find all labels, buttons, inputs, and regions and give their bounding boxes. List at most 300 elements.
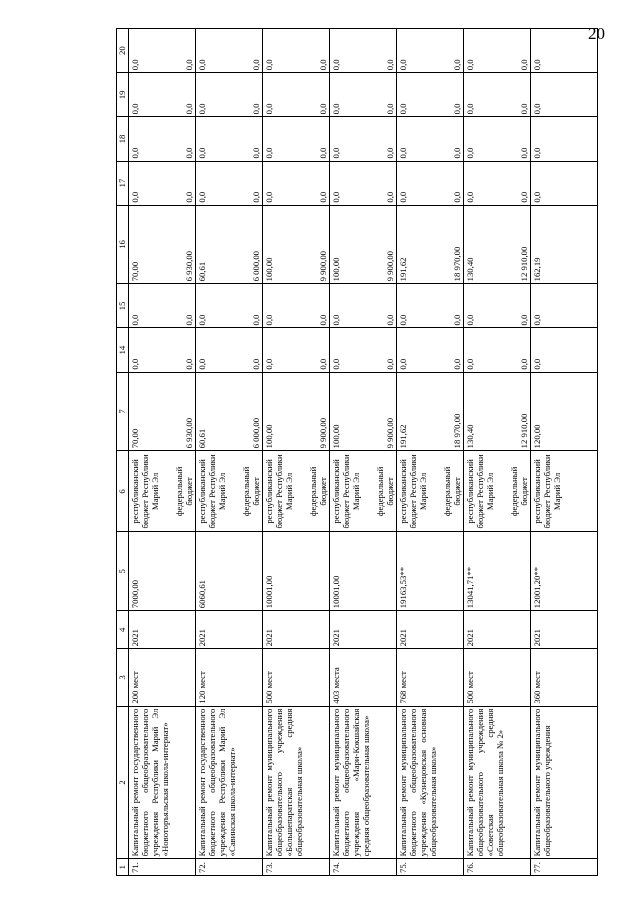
value-stack [532,31,596,70]
col-header: 20 [117,29,129,73]
amount-c17: 0,0 [197,191,207,203]
amount-c16: 100,00 [331,257,341,282]
amount-c15: 0,0 [251,314,261,326]
value-cell-c15 [129,284,196,328]
row-number: 76. [464,859,531,876]
value-cell-c15 [330,284,397,328]
value-stack [532,119,596,158]
amount-c15: 0,0 [465,314,475,326]
amount-c14: 0,0 [184,358,194,370]
amount-c7: 9 900,00 [385,417,395,449]
value-cell-c19 [464,73,531,117]
value-stack [197,75,261,114]
value-cell-c7 [464,372,531,451]
value-stack [398,164,462,203]
value-stack [465,119,529,158]
amount-c20: 0,0 [331,59,341,71]
value-cell-c17 [397,161,464,205]
object-name: Капитальный ремонт муниципального бюджетного общеобразовательного учреждения «Мари-Кокшайская средняя общеобразовательная школа» [330,706,397,859]
amount-c14: 0,0 [197,358,207,370]
value-cell-c17 [129,161,196,205]
value-cell-c19 [531,73,598,117]
value-stack [197,375,261,449]
value-stack [197,119,261,158]
amount-c20: 0,0 [385,59,395,71]
value-cell-c20 [397,29,464,73]
year: 2021 [531,611,598,649]
amount-c17: 0,0 [264,191,274,203]
value-cell-c15 [397,284,464,328]
row-number: 73. [263,859,330,876]
amount-c18: 0,0 [318,147,328,159]
funding-source-cell [263,451,330,532]
value-cell-c18 [330,117,397,161]
amount-c20: 0,0 [264,59,274,71]
amount-c20: 0,0 [532,59,542,71]
funding-source-stack [465,453,529,529]
value-stack [331,119,395,158]
estimated-cost: 7000,00 [129,532,196,611]
value-stack [465,286,529,325]
value-cell-c7 [263,372,330,451]
value-cell-c16 [397,205,464,284]
value-cell-c15 [263,284,330,328]
source-regional-budget: республиканский бюджет Республики Марий Эл [398,454,428,529]
source-federal-budget: федеральный бюджет [174,466,194,517]
value-stack [398,31,462,70]
value-cell-c15 [196,284,263,328]
value-stack [331,375,395,449]
value-cell-c17 [196,161,263,205]
amount-c18: 0,0 [130,147,140,159]
estimated-cost: 12001,20** [531,532,598,611]
capacity: 360 мест [531,649,598,706]
amount-c18: 0,0 [532,147,542,159]
amount-c16: 12 910,00 [519,246,529,282]
amount-c19: 0,0 [251,103,261,115]
value-cell-c20 [263,29,330,73]
value-cell-c20 [531,29,598,73]
object-name: Капитальный ремонт муниципального общеобразовательного учреждения «Большепаратская средняя общеобразовательная школа» [263,706,330,859]
value-stack [532,75,596,114]
amount-c14: 0,0 [331,358,341,370]
amount-c18: 0,0 [465,147,475,159]
year: 2021 [129,611,196,649]
amount-c19: 0,0 [197,103,207,115]
amount-c15: 0,0 [184,314,194,326]
value-cell-c7 [330,372,397,451]
amount-c19: 0,0 [465,103,475,115]
funding-source-cell [397,451,464,532]
value-cell-c20 [330,29,397,73]
table-row [129,29,196,876]
source-regional-budget: республиканский бюджет Республики Марий Эл [197,454,227,529]
amount-c18: 0,0 [452,147,462,159]
col-header: 4 [117,611,129,649]
amount-c20: 0,0 [465,59,475,71]
value-stack [130,75,194,114]
value-cell-c20 [129,29,196,73]
source-federal-budget: федеральный бюджет [308,466,328,517]
amount-c16: 6 930,00 [184,250,194,282]
source-federal-budget: федеральный бюджет [241,466,261,517]
amount-c18: 0,0 [184,147,194,159]
amount-c7: 100,00 [331,424,341,449]
value-cell-c15 [531,284,598,328]
funding-source-cell [196,451,263,532]
year: 2021 [196,611,263,649]
amount-c7: 60,61 [197,428,207,449]
amount-c18: 0,0 [251,147,261,159]
value-cell-c16 [330,205,397,284]
amount-c17: 0,0 [331,191,341,203]
value-cell-c18 [196,117,263,161]
value-cell-c16 [464,205,531,284]
value-stack [532,164,596,203]
value-cell-c15 [464,284,531,328]
amount-c16: 191,62 [398,257,408,282]
source-federal-budget: федеральный бюджет [442,466,462,517]
amount-c16: 18 970,00 [452,246,462,282]
value-cell-c18 [397,117,464,161]
amount-c7: 191,62 [398,424,408,449]
amount-c17: 0,0 [519,191,529,203]
year: 2021 [397,611,464,649]
amount-c15: 0,0 [519,314,529,326]
row-number: 71. [129,859,196,876]
value-cell-c7 [129,372,196,451]
value-stack [264,331,328,370]
source-federal-budget: федеральный бюджет [375,466,395,517]
value-cell-c17 [330,161,397,205]
value-stack [331,31,395,70]
value-stack [465,331,529,370]
col-header: 3 [117,649,129,706]
amount-c7: 9 900,00 [318,417,328,449]
row-number: 77. [531,859,598,876]
amount-c14: 0,0 [519,358,529,370]
year: 2021 [330,611,397,649]
amount-c15: 0,0 [385,314,395,326]
value-cell-c19 [263,73,330,117]
amount-c19: 0,0 [452,103,462,115]
capacity: 768 мест [397,649,464,706]
value-cell-c20 [196,29,263,73]
amount-c15: 0,0 [264,314,274,326]
amount-c7: 120,00 [532,424,542,449]
value-stack [465,75,529,114]
amount-c18: 0,0 [519,147,529,159]
amount-c16: 9 900,00 [385,250,395,282]
funding-source-cell [531,451,598,532]
table-body [129,29,598,876]
value-stack [130,331,194,370]
amount-c17: 0,0 [318,191,328,203]
value-cell-c14 [196,328,263,372]
value-stack [465,208,529,282]
capacity: 120 мест [196,649,263,706]
year: 2021 [263,611,330,649]
value-stack [197,31,261,70]
value-stack [197,331,261,370]
source-regional-budget: республиканский бюджет Республики Марий Эл [130,454,160,529]
amount-c7: 6 930,00 [184,417,194,449]
amount-c17: 0,0 [532,191,542,203]
value-stack [130,164,194,203]
value-stack [398,331,462,370]
col-header: 18 [117,117,129,161]
value-cell-c7 [531,372,598,451]
funding-source-cell [330,451,397,532]
object-name: Капитальный ремонт муниципального общеобразовательного учреждения «Советская средняя общеобразовательная школа № 2» [464,706,531,859]
table-row [196,29,263,876]
value-stack [264,119,328,158]
amount-c19: 0,0 [331,103,341,115]
value-cell-c16 [129,205,196,284]
value-cell-c19 [397,73,464,117]
amount-c19: 0,0 [264,103,274,115]
amount-c14: 0,0 [264,358,274,370]
value-stack [264,208,328,282]
value-stack [532,286,596,325]
value-stack [532,375,596,449]
rotated-table-container [116,28,616,876]
value-cell-c18 [129,117,196,161]
value-stack [264,164,328,203]
funding-source-cell [464,451,531,532]
value-cell-c18 [263,117,330,161]
source-regional-budget: республиканский бюджет Республики Марий Эл [264,454,294,529]
col-header: 14 [117,328,129,372]
table-row [531,29,598,876]
amount-c20: 0,0 [197,59,207,71]
source-regional-budget: республиканский бюджет Республики Марий Эл [465,454,495,529]
amount-c18: 0,0 [264,147,274,159]
capacity: 500 мест [464,649,531,706]
source-regional-budget: республиканский бюджет Республики Марий Эл [331,454,361,529]
amount-c19: 0,0 [130,103,140,115]
amount-c16: 60,61 [197,261,207,282]
amount-c17: 0,0 [130,191,140,203]
capacity: 200 мест [129,649,196,706]
funding-source-stack [197,453,261,529]
amount-c14: 0,0 [452,358,462,370]
value-cell-c14 [263,328,330,372]
value-stack [130,119,194,158]
row-number: 75. [397,859,464,876]
amount-c15: 0,0 [130,314,140,326]
funding-source-stack [532,453,596,529]
value-cell-c18 [531,117,598,161]
amount-c7: 12 910,00 [519,413,529,449]
amount-c16: 130,40 [465,257,475,282]
table-row [263,29,330,876]
amount-c19: 0,0 [184,103,194,115]
value-cell-c20 [464,29,531,73]
amount-c16: 100,00 [264,257,274,282]
amount-c7: 130,40 [465,424,475,449]
amount-c14: 0,0 [318,358,328,370]
value-cell-c14 [330,328,397,372]
amount-c14: 0,0 [465,358,475,370]
year: 2021 [464,611,531,649]
source-regional-budget: республиканский бюджет Республики Марий Эл [532,454,562,529]
amount-c18: 0,0 [197,147,207,159]
funding-source-cell [129,451,196,532]
value-stack [532,208,596,282]
amount-c20: 0,0 [318,59,328,71]
value-stack [398,286,462,325]
estimated-cost: 6060,61 [196,532,263,611]
table-row [464,29,531,876]
amount-c18: 0,0 [385,147,395,159]
value-stack [331,75,395,114]
value-cell-c16 [263,205,330,284]
amount-c20: 0,0 [519,59,529,71]
value-stack [264,286,328,325]
amount-c20: 0,0 [251,59,261,71]
value-cell-c14 [129,328,196,372]
amount-c20: 0,0 [398,59,408,71]
amount-c14: 0,0 [398,358,408,370]
value-stack [398,208,462,282]
funding-source-stack [331,453,395,529]
object-name: Капитальный ремонт государственного бюджетного общеобразовательного учреждения Республики Марий Эл «Савинская школа-интернат» [196,706,263,859]
value-cell-c18 [464,117,531,161]
value-cell-c16 [531,205,598,284]
amount-c15: 0,0 [532,314,542,326]
value-stack [465,164,529,203]
budget-table [116,28,598,876]
amount-c20: 0,0 [452,59,462,71]
estimated-cost: 19163,53** [397,532,464,611]
amount-c18: 0,0 [398,147,408,159]
amount-c15: 0,0 [331,314,341,326]
row-number: 72. [196,859,263,876]
value-cell-c19 [129,73,196,117]
column-number-header [117,29,129,876]
amount-c19: 0,0 [532,103,542,115]
amount-c14: 0,0 [385,358,395,370]
value-cell-c14 [464,328,531,372]
estimated-cost: 13041,71** [464,532,531,611]
amount-c7: 6 000,00 [251,417,261,449]
value-cell-c16 [196,205,263,284]
estimated-cost: 10001,00 [330,532,397,611]
value-cell-c14 [397,328,464,372]
value-stack [264,31,328,70]
amount-c15: 0,0 [318,314,328,326]
amount-c18: 0,0 [331,147,341,159]
value-stack [264,375,328,449]
amount-c14: 0,0 [251,358,261,370]
value-cell-c19 [196,73,263,117]
amount-c15: 0,0 [452,314,462,326]
object-name: Капитальный ремонт государственного бюджетного общеобразовательного учреждения Республики Марий Эл «Новоторъяльская школа-интернат» [129,706,196,859]
capacity: 403 места [330,649,397,706]
amount-c17: 0,0 [251,191,261,203]
col-header: 19 [117,73,129,117]
object-name: Капитальный ремонт муниципального общеобразовательного учреждения [531,706,598,859]
col-header: 7 [117,372,129,451]
amount-c20: 0,0 [130,59,140,71]
value-stack [398,119,462,158]
col-header: 2 [117,706,129,859]
value-cell-c19 [330,73,397,117]
value-stack [331,208,395,282]
funding-source-stack [130,453,194,529]
col-header: 6 [117,451,129,532]
amount-c19: 0,0 [519,103,529,115]
value-stack [465,375,529,449]
value-cell-c17 [464,161,531,205]
value-cell-c7 [397,372,464,451]
value-stack [197,286,261,325]
amount-c17: 0,0 [452,191,462,203]
source-federal-budget: федеральный бюджет [509,466,529,517]
value-stack [130,208,194,282]
value-stack [130,31,194,70]
amount-c17: 0,0 [184,191,194,203]
table-row [330,29,397,876]
amount-c14: 0,0 [130,358,140,370]
amount-c15: 0,0 [398,314,408,326]
value-stack [465,31,529,70]
value-cell-c7 [196,372,263,451]
amount-c17: 0,0 [465,191,475,203]
value-cell-c17 [531,161,598,205]
amount-c16: 9 900,00 [318,250,328,282]
amount-c15: 0,0 [197,314,207,326]
amount-c17: 0,0 [398,191,408,203]
value-stack [331,331,395,370]
col-header: 15 [117,284,129,328]
value-stack [130,286,194,325]
page-number: 20 [588,24,605,43]
funding-source-stack [398,453,462,529]
amount-c16: 6 000,00 [251,250,261,282]
value-stack [264,75,328,114]
value-stack [197,164,261,203]
amount-c7: 100,00 [264,424,274,449]
table-row [397,29,464,876]
amount-c19: 0,0 [318,103,328,115]
value-stack [130,375,194,449]
amount-c17: 0,0 [385,191,395,203]
col-header: 16 [117,205,129,284]
amount-c7: 18 970,00 [452,413,462,449]
col-header: 5 [117,532,129,611]
row-number: 74. [330,859,397,876]
amount-c16: 162,19 [532,257,542,282]
amount-c16: 70,00 [130,261,140,282]
object-name: Капитальный ремонт муниципального бюджетного общеобразовательного учреждения «Кузнецовская основная общеобразовательная школа» [397,706,464,859]
amount-c19: 0,0 [398,103,408,115]
amount-c19: 0,0 [385,103,395,115]
value-stack [532,331,596,370]
value-stack [331,164,395,203]
capacity: 500 мест [263,649,330,706]
value-stack [398,375,462,449]
estimated-cost: 10001,00 [263,532,330,611]
col-header: 1 [117,859,129,876]
amount-c20: 0,0 [184,59,194,71]
value-stack [197,208,261,282]
col-header: 17 [117,161,129,205]
funding-source-stack [264,453,328,529]
amount-c14: 0,0 [532,358,542,370]
amount-c7: 70,00 [130,428,140,449]
